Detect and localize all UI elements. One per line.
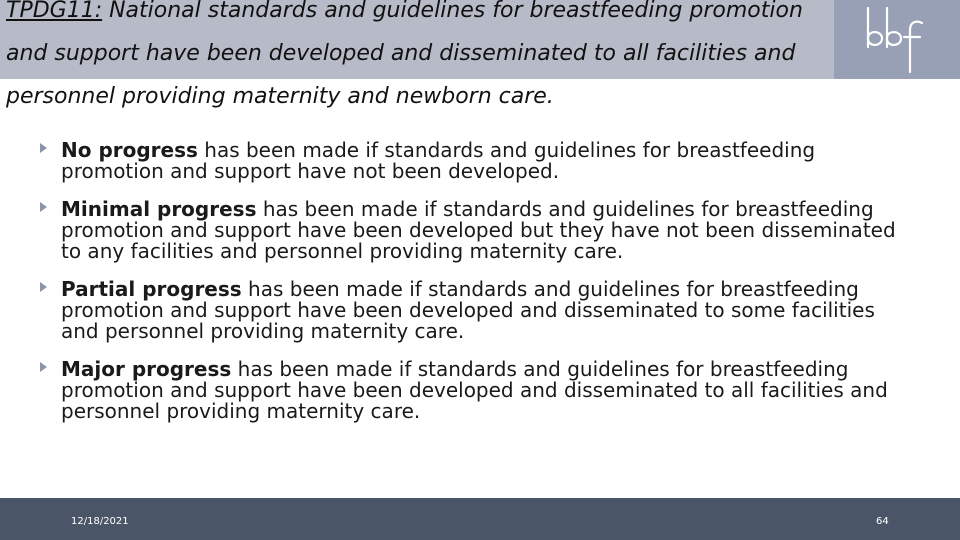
bullet-text: has been made if standards and guidelines for breastfeeding promotion and support have been developed and disseminated to all facilities and personnel providing maternity care. <box>61 357 888 423</box>
logo-box <box>834 0 960 79</box>
bullet-lead: Major progress <box>61 357 232 381</box>
slide-title <box>6 0 836 118</box>
triangle-bullet-icon <box>40 202 47 212</box>
bullet-no-progress <box>36 140 896 182</box>
bullet-text: has been made if standards and guidelines for breastfeeding promotion and support have not been developed. <box>61 138 816 183</box>
bullet-text: has been made if standards and guidelines for breastfeeding promotion and support have been developed but they have not been disseminated to any facilities and personnel providing maternity care. <box>61 197 896 263</box>
footer-date: 12/18/2021 <box>71 516 129 527</box>
triangle-bullet-icon <box>40 362 47 372</box>
bullet-major-progress <box>36 359 896 422</box>
bullet-lead: Minimal progress <box>61 197 257 221</box>
bullet-minimal-progress <box>36 199 896 262</box>
page-number: 64 <box>876 516 889 527</box>
bullet-list <box>36 140 896 439</box>
triangle-bullet-icon <box>40 282 47 292</box>
title-text: National standards and guidelines for breastfeeding promotion and support have been developed and disseminated to all facilities and personnel providing maternity and newborn care. <box>6 0 803 109</box>
triangle-bullet-icon <box>40 143 47 153</box>
bullet-lead: Partial progress <box>61 277 242 301</box>
bullet-partial-progress <box>36 279 896 342</box>
bullet-text: has been made if standards and guidelines for breastfeeding promotion and support have been developed and disseminated to some facilities and personnel providing maternity care. <box>61 277 875 343</box>
title-code: TPDG11: <box>6 0 103 23</box>
bbf-logo <box>834 0 960 79</box>
bullet-lead: No progress <box>61 138 198 162</box>
footer-bar <box>0 498 960 540</box>
